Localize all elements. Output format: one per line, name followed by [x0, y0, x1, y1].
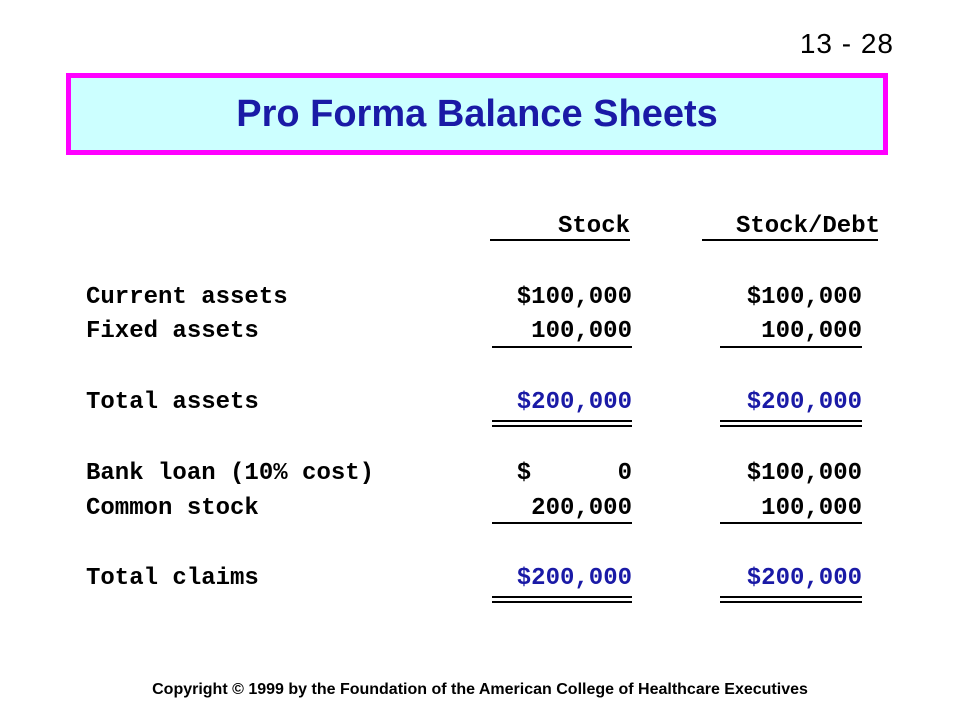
cell-current-assets-stock: $100,000 [516, 284, 632, 311]
slide-number: 13 - 28 [799, 28, 894, 59]
cell-total-claims-stock-debt: $200,000 [746, 565, 862, 592]
total-claims-stock-double-underline [492, 596, 632, 603]
cell-current-assets-stock-debt: $100,000 [746, 284, 862, 311]
fixed-assets-stock-debt-underline [720, 346, 862, 348]
cell-common-stock-stock: 200,000 [531, 495, 632, 522]
title-box [66, 73, 888, 155]
column-header-stock-underline [490, 239, 630, 241]
cell-bank-loan-stock: $ 0 [516, 460, 632, 487]
cell-total-assets-stock: $200,000 [516, 389, 632, 416]
row-label-bank-loan: Bank loan (10% cost) [86, 460, 375, 487]
row-label-common-stock: Common stock [86, 495, 259, 522]
cell-bank-loan-stock-debt: $100,000 [746, 460, 862, 487]
common-stock-stock-debt-underline [720, 522, 862, 524]
row-label-total-assets: Total assets [86, 389, 259, 416]
column-header-stock-debt: Stock/Debt [735, 213, 880, 240]
page-title: Pro Forma Balance Sheets [236, 92, 718, 135]
row-label-total-claims: Total claims [86, 565, 259, 592]
column-header-stock-debt-underline [702, 239, 878, 241]
cell-common-stock-stock-debt: 100,000 [761, 495, 862, 522]
copyright-footer: Copyright © 1999 by the Foundation of the American College of Healthcare Executives [152, 681, 808, 698]
column-header-stock: Stock [557, 213, 630, 240]
row-label-current-assets: Current assets [86, 284, 288, 311]
cell-total-claims-stock: $200,000 [516, 565, 632, 592]
cell-fixed-assets-stock-debt: 100,000 [761, 318, 862, 345]
cell-total-assets-stock-debt: $200,000 [746, 389, 862, 416]
fixed-assets-stock-underline [492, 346, 632, 348]
total-assets-stock-debt-double-underline [720, 420, 862, 427]
common-stock-stock-underline [492, 522, 632, 524]
total-assets-stock-double-underline [492, 420, 632, 427]
row-label-fixed-assets: Fixed assets [86, 318, 259, 345]
cell-fixed-assets-stock: 100,000 [531, 318, 632, 345]
total-claims-stock-debt-double-underline [720, 596, 862, 603]
